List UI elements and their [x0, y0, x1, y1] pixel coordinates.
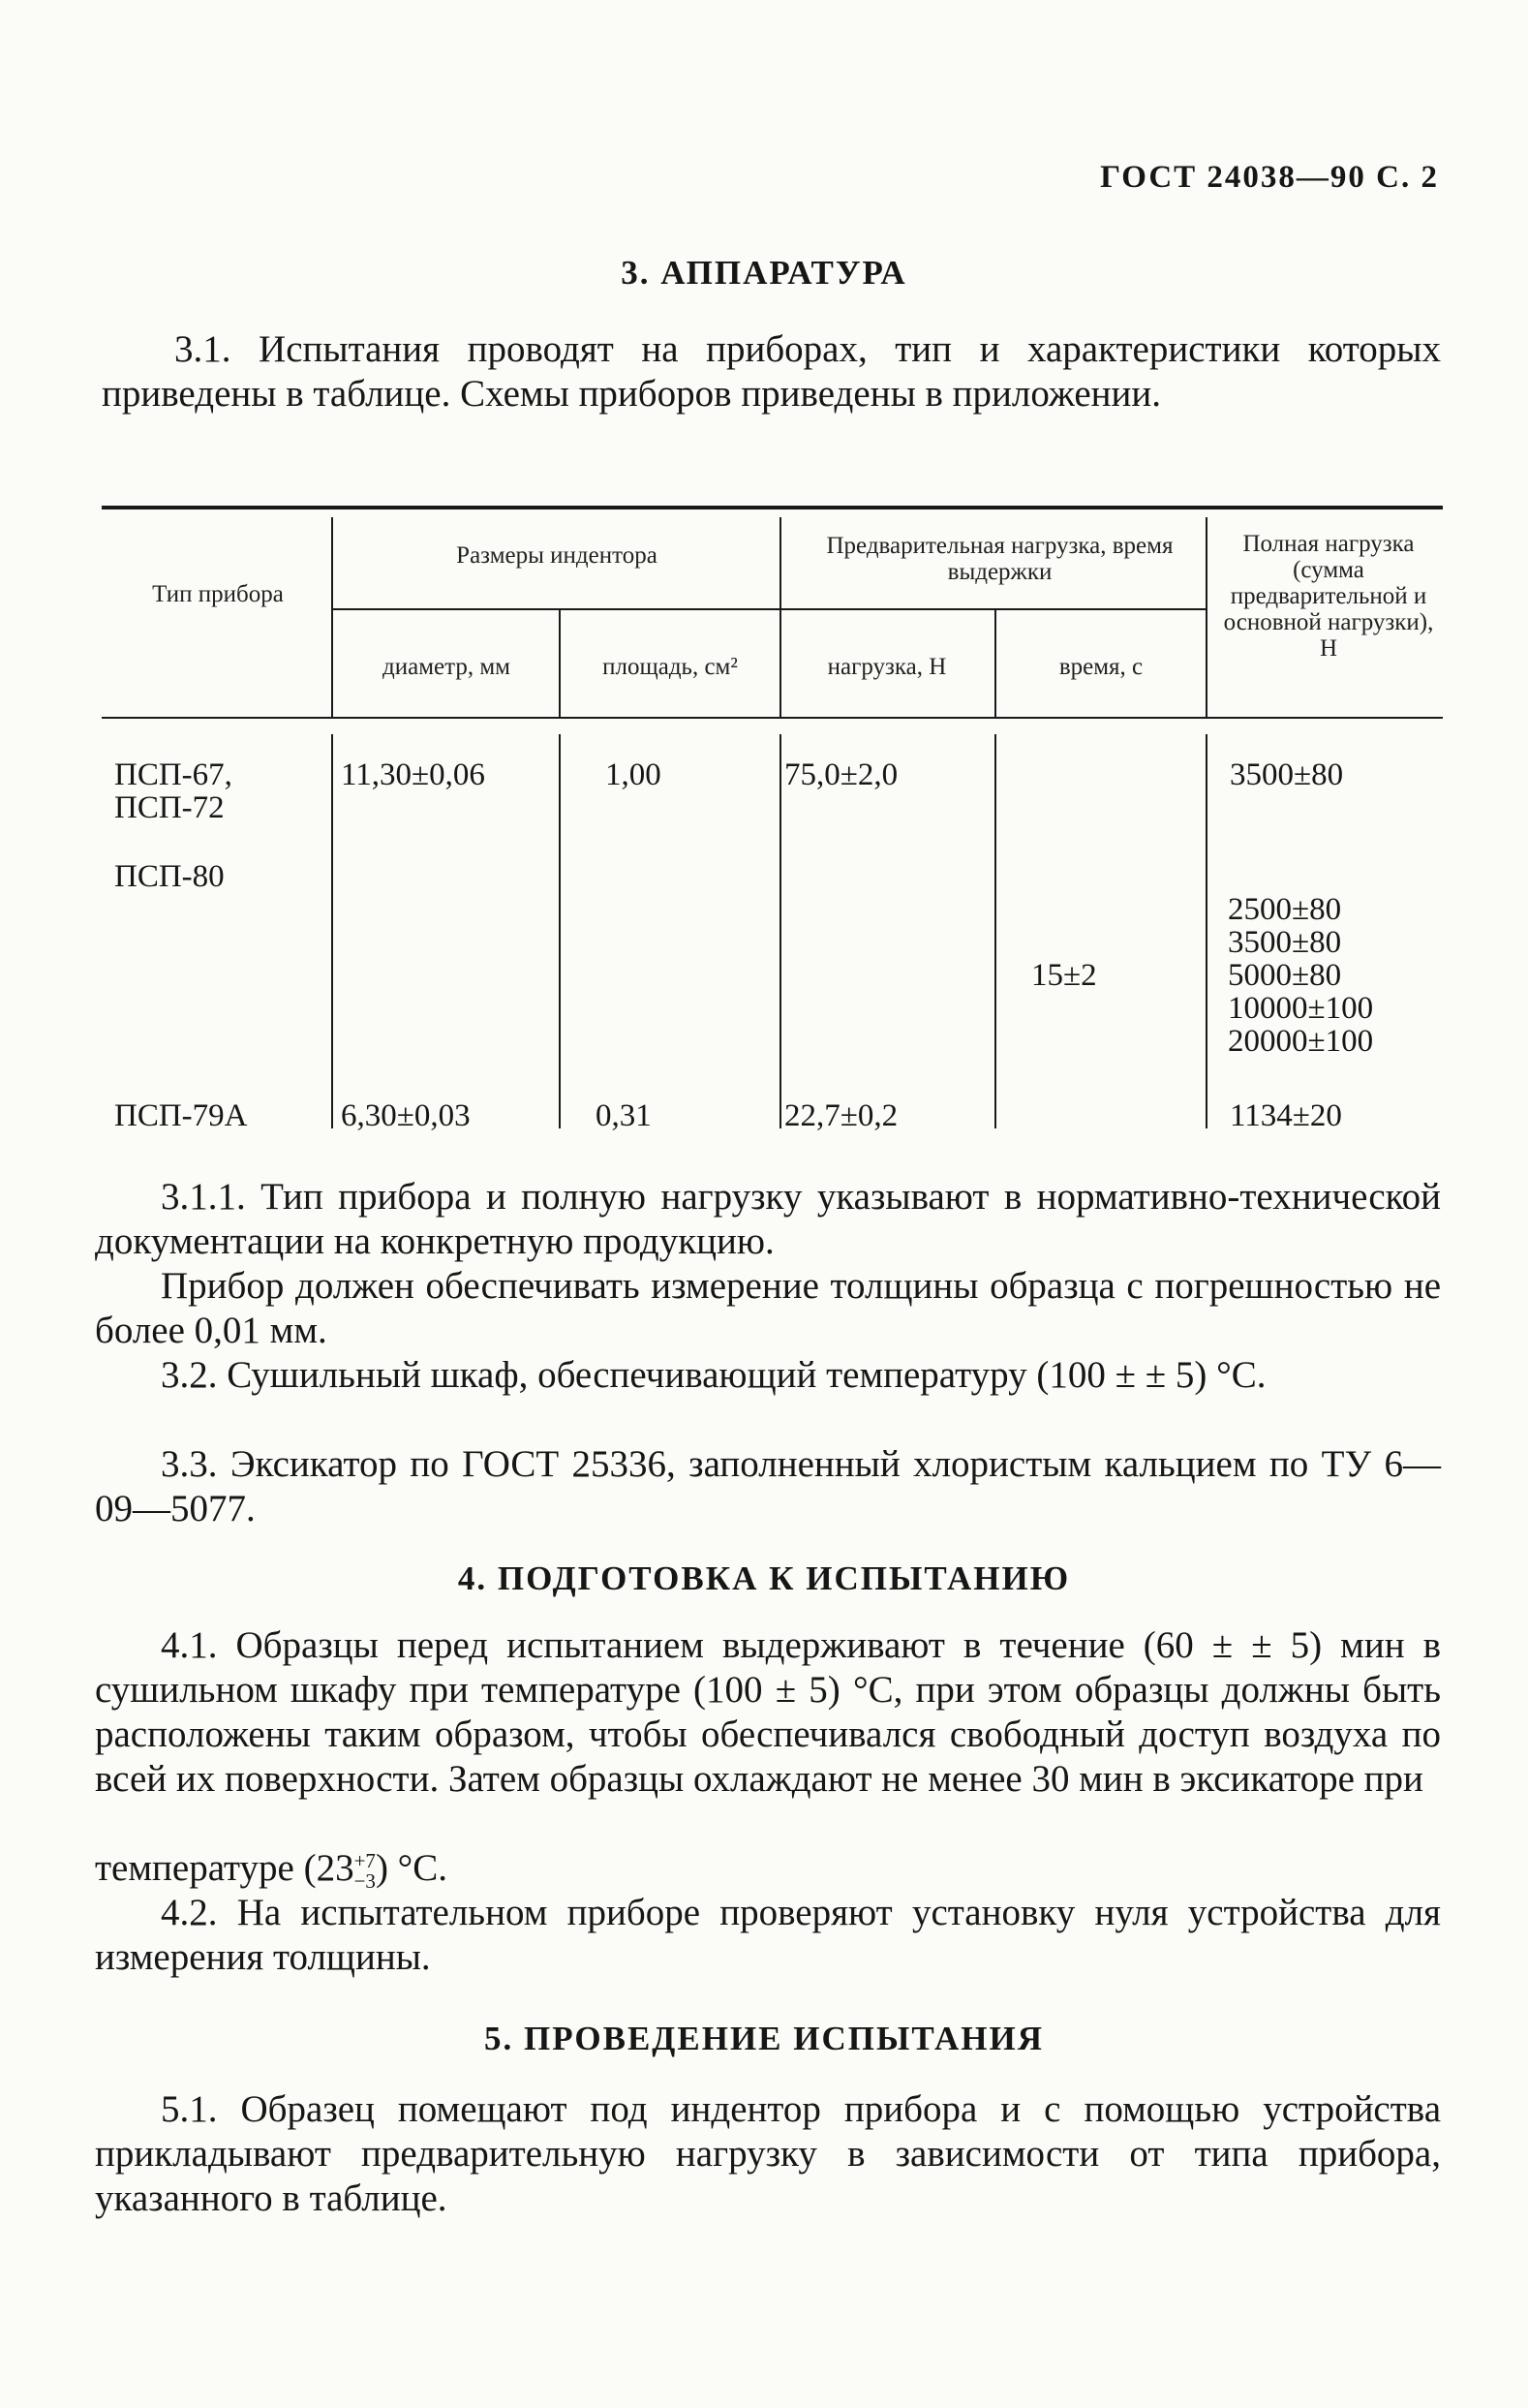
- page-header: ГОСТ 24038—90 С. 2: [1100, 160, 1439, 195]
- header-type: Тип прибора: [152, 581, 284, 607]
- paragraph-3-3: 3.3. Эксикатор по ГОСТ 25336, заполненный хлористым кальцием по ТУ 6—09—5077.: [95, 1443, 1441, 1529]
- header-time: время, с: [1058, 654, 1144, 680]
- cell-total: 5000±80: [1228, 958, 1342, 993]
- paragraph-5-1: 5.1. Образец помещают под индентор прибора и с помощью устройства прикладывают предварительную нагрузку в зависимости от типа прибора, указанного в таблице.: [95, 2088, 1441, 2219]
- cell-type: ПСП-67,: [114, 757, 232, 792]
- cell-type: ПСП-72: [114, 790, 225, 825]
- cell-total: 20000±100: [1228, 1024, 1374, 1059]
- table-vline: [331, 734, 333, 1128]
- table-vline: [1206, 517, 1207, 717]
- cell-total: 2500±80: [1228, 892, 1342, 927]
- header-indentor: Размеры индентора: [456, 542, 657, 569]
- cell-type: ПСП-79А: [114, 1098, 248, 1133]
- paragraph-3-2: 3.2. Сушильный шкаф, обеспечивающий температуру (100 ± ± 5) °С.: [161, 1354, 1267, 1396]
- table-vline: [994, 734, 996, 1128]
- table-vline: [559, 734, 561, 1128]
- table-vline: [779, 517, 781, 717]
- table-header-rule: [102, 717, 1443, 719]
- temperature-tolerance: [354, 1851, 376, 1892]
- header-diameter: диаметр, мм: [382, 654, 510, 680]
- header-total: Полная нагрузка (сумма предварительной и основной нагрузки), Н: [1223, 531, 1434, 662]
- tolerance-plus: +7: [353, 1849, 376, 1873]
- paragraph-4-1: 4.1. Образцы перед испытанием выдерживают в течение (60 ± ± 5) мин в сушильном шкафу при температуре (100 ± 5) °С, при этом образцы должны быть расположены таким образом, чтобы обеспечивался свободный доступ воздуха по всей их поверхности. Затем образцы охлаждают не менее 30 мин в эксикаторе при: [95, 1624, 1441, 1800]
- section-3-title: 3. АППАРАТУРА: [621, 254, 907, 292]
- table-subheader-rule: [331, 608, 1206, 610]
- section-4-title: 4. ПОДГОТОВКА К ИСПЫТАНИЮ: [457, 1559, 1071, 1597]
- table-top-rule: [102, 506, 1443, 509]
- table-vline: [994, 610, 996, 717]
- header-load: нагрузка, Н: [827, 654, 947, 680]
- temperature-unit: ) °С.: [375, 1847, 448, 1889]
- table-vline: [331, 517, 333, 717]
- paragraph-4-2: 4.2. На испытательном приборе проверяют установку нуля устройства для измерения толщины.: [95, 1892, 1441, 1978]
- cell-diameter: 11,30±0,06: [341, 757, 485, 792]
- paragraph-3-1: 3.1. Испытания проводят на приборах, тип и характеристики которых приведены в таблице. Схемы приборов приведены в приложении.: [102, 328, 1441, 415]
- temperature-text: температуре (23: [95, 1847, 354, 1889]
- paragraph-4-1-tail: [95, 1846, 447, 1892]
- paragraph-device: Прибор должен обеспечивать измерение толщины образца с погрешностью не более 0,01 мм.: [95, 1265, 1441, 1351]
- paragraph-3-1-1: 3.1.1. Тип прибора и полную нагрузку указывают в нормативно-технической документации на конкретную продукцию.: [95, 1176, 1441, 1262]
- cell-time: 15±2: [1031, 958, 1097, 993]
- cell-type: ПСП-80: [114, 859, 225, 894]
- tolerance-minus: −3: [353, 1869, 376, 1894]
- cell-diameter: 6,30±0,03: [341, 1098, 471, 1133]
- header-area: площадь, см²: [602, 654, 738, 680]
- table-vline: [1206, 734, 1207, 1128]
- cell-area: 1,00: [605, 757, 661, 792]
- cell-load: 22,7±0,2: [784, 1098, 899, 1133]
- header-preload: Предварительная нагрузка, время выдержки: [826, 533, 1174, 585]
- cell-total: 3500±80: [1228, 925, 1342, 960]
- cell-total: 1134±20: [1230, 1098, 1342, 1133]
- section-5-title: 5. ПРОВЕДЕНИЕ ИСПЫТАНИЯ: [484, 2020, 1044, 2057]
- cell-load: 75,0±2,0: [784, 757, 899, 792]
- cell-total: 10000±100: [1228, 991, 1374, 1026]
- cell-total: 3500±80: [1230, 757, 1344, 792]
- table-vline: [559, 610, 561, 717]
- table-vline: [779, 734, 781, 1128]
- cell-area: 0,31: [596, 1098, 652, 1133]
